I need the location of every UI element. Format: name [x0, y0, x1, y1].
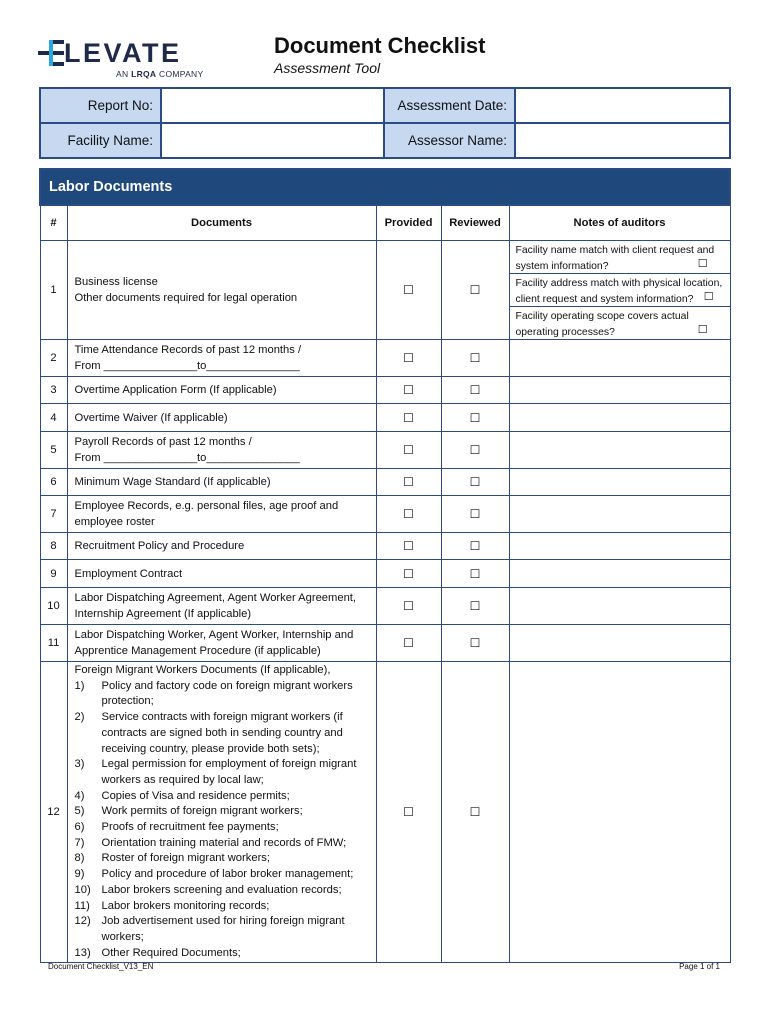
provided-checkbox[interactable]: ☐ [376, 533, 441, 560]
reviewed-checkbox[interactable]: ☐ [441, 625, 509, 662]
page-title: Document Checklist [274, 33, 486, 58]
table-row [40, 496, 730, 533]
document-name: Employment Contract [67, 560, 376, 588]
document-line: Time Attendance Records of past 12 months / [74, 344, 302, 356]
document-line: From _______________to_______________ [74, 452, 300, 464]
document-name: Recruitment Policy and Procedure [67, 533, 376, 560]
provided-checkbox[interactable]: ☐ [376, 496, 441, 533]
list-item-number: 10) [74, 883, 91, 896]
table-row [40, 588, 730, 625]
facility-name-field[interactable] [161, 123, 384, 158]
table-row [40, 241, 730, 340]
logo-wordmark-visible: LEVATE [64, 38, 182, 68]
list-item [75, 710, 369, 757]
provided-checkbox[interactable]: ☐ [376, 340, 441, 377]
row-number: 6 [40, 469, 67, 496]
list-item-number: 13) [74, 946, 91, 959]
list-item-number: 2) [74, 711, 85, 724]
row-number: 5 [40, 432, 67, 469]
document-line: Other documents required for legal operation [74, 292, 298, 304]
list-item-text: Orientation training material and records of FMW; [101, 836, 347, 849]
auditor-notes[interactable] [509, 432, 730, 469]
list-item-number: 11) [74, 899, 90, 912]
reviewed-checkbox[interactable]: ☐ [441, 432, 509, 469]
table-row [40, 662, 730, 963]
assessment-date-field[interactable] [515, 88, 730, 123]
row-number: 8 [40, 533, 67, 560]
list-item-number: 5) [74, 805, 85, 818]
footer-page-number: Page 1 of 1 [679, 962, 720, 971]
auditor-notes[interactable] [509, 625, 730, 662]
note-item: Facility name match with client request and system information? ☐ [510, 241, 730, 274]
table-row [40, 432, 730, 469]
reviewed-checkbox[interactable]: ☐ [441, 340, 509, 377]
table-row [40, 625, 730, 662]
reviewed-checkbox[interactable]: ☐ [441, 377, 509, 404]
reviewed-checkbox[interactable]: ☐ [441, 662, 509, 963]
list-item-text: Service contracts with foreign migrant workers (if contracts are signed both in sending country and receiving country, please provide both sets); [101, 711, 343, 755]
document-intro: Foreign Migrant Workers Documents (If applicable), [74, 664, 331, 676]
list-item-text: Policy and factory code on foreign migrant workers protection; [101, 679, 353, 708]
reviewed-checkbox[interactable]: ☐ [441, 241, 509, 340]
auditor-notes[interactable] [509, 588, 730, 625]
list-item [75, 883, 369, 899]
list-item [75, 946, 369, 962]
facility-name-label: Facility Name: [40, 123, 161, 158]
row-number: 2 [40, 340, 67, 377]
table-row [40, 340, 730, 377]
document-name: Overtime Application Form (If applicable) [67, 377, 376, 404]
section-title: Labor Documents [40, 169, 730, 205]
assessor-name-label: Assessor Name: [384, 123, 515, 158]
list-item [75, 867, 369, 883]
reviewed-checkbox[interactable]: ☐ [441, 496, 509, 533]
assessment-info-table [39, 87, 731, 159]
foreign-migrant-documents-list [75, 679, 369, 962]
list-item [75, 757, 369, 788]
table-row [40, 533, 730, 560]
document-name [67, 432, 376, 469]
list-item-text: Work permits of foreign migrant workers; [101, 805, 303, 818]
list-item-number: 6) [74, 821, 85, 834]
note-checkbox[interactable]: ☐ [697, 258, 708, 270]
reviewed-checkbox[interactable]: ☐ [441, 404, 509, 432]
elevate-logo [38, 38, 218, 82]
column-header-documents: Documents [67, 205, 376, 241]
document-name: Minimum Wage Standard (If applicable) [67, 469, 376, 496]
auditor-notes[interactable] [509, 496, 730, 533]
footer-document-id: Document Checklist_V13_EN [48, 962, 154, 971]
document-name: Labor Dispatching Agreement, Agent Worker Agreement, Internship Agreement (If applicable) [67, 588, 376, 625]
document-name [67, 241, 376, 340]
row-number: 7 [40, 496, 67, 533]
list-item-text: Labor brokers monitoring records; [101, 899, 270, 912]
document-line: Business license [74, 276, 158, 288]
list-item [75, 899, 369, 915]
list-item [75, 851, 369, 867]
auditor-notes[interactable] [509, 404, 730, 432]
provided-checkbox[interactable]: ☐ [376, 560, 441, 588]
column-header-number: # [40, 205, 67, 241]
document-name: Labor Dispatching Worker, Agent Worker, Internship and Apprentice Management Procedure (if applicable) [67, 625, 376, 662]
list-item-text: Policy and procedure of labor broker management; [101, 868, 354, 881]
report-no-field[interactable] [161, 88, 384, 123]
reviewed-checkbox[interactable]: ☐ [441, 469, 509, 496]
provided-checkbox[interactable]: ☐ [376, 625, 441, 662]
list-item-number: 12) [74, 915, 91, 928]
list-item-text: Proofs of recruitment fee payments; [101, 821, 279, 834]
auditor-notes[interactable] [509, 533, 730, 560]
logo-subtitle: AN LRQA COMPANY [116, 69, 204, 79]
auditor-notes[interactable] [509, 469, 730, 496]
reviewed-checkbox[interactable]: ☐ [441, 533, 509, 560]
page-subtitle: Assessment Tool [274, 60, 381, 76]
table-row [40, 469, 730, 496]
list-item [75, 804, 369, 820]
assessment-date-label: Assessment Date: [384, 88, 515, 123]
note-checkbox[interactable]: ☐ [703, 291, 714, 303]
list-item [75, 679, 369, 710]
list-item-number: 1) [74, 679, 85, 692]
provided-checkbox[interactable]: ☐ [376, 588, 441, 625]
row-number: 3 [40, 377, 67, 404]
list-item-text: Copies of Visa and residence permits; [101, 789, 290, 802]
auditor-notes[interactable] [509, 560, 730, 588]
row-number: 4 [40, 404, 67, 432]
document-name [67, 340, 376, 377]
list-item-number: 3) [74, 758, 85, 771]
row-number: 1 [40, 241, 67, 340]
row-number: 11 [40, 625, 67, 662]
list-item-text: Labor brokers screening and evaluation records; [101, 883, 342, 896]
note-item: Facility operating scope covers actual operating processes? ☐ [515, 311, 708, 338]
document-name [67, 662, 376, 963]
list-item-number: 9) [74, 868, 85, 881]
list-item [75, 836, 369, 852]
assessor-name-field[interactable] [515, 123, 730, 158]
report-no-label: Report No: [40, 88, 161, 123]
document-line: Payroll Records of past 12 months / [74, 436, 252, 448]
auditor-notes[interactable] [509, 340, 730, 377]
list-item-text: Job advertisement used for hiring foreign migrant workers; [101, 915, 345, 943]
column-header-provided: Provided [376, 205, 441, 241]
provided-checkbox[interactable]: ☐ [376, 469, 441, 496]
list-item-number: 7) [74, 836, 85, 849]
table-row [40, 560, 730, 588]
list-item-text: Legal permission for employment of foreign migrant workers as required by local law; [101, 758, 357, 786]
list-item [75, 914, 369, 945]
row-number: 12 [40, 662, 67, 963]
row-number: 10 [40, 588, 67, 625]
table-row [40, 404, 730, 432]
document-line: From _______________to_______________ [74, 360, 300, 372]
column-header-notes: Notes of auditors [509, 205, 730, 241]
document-name: Employee Records, e.g. personal files, age proof and employee roster [67, 496, 376, 533]
provided-checkbox[interactable]: ☐ [376, 377, 441, 404]
reviewed-checkbox[interactable]: ☐ [441, 588, 509, 625]
list-item-text: Other Required Documents; [101, 946, 241, 959]
provided-checkbox[interactable]: ☐ [376, 404, 441, 432]
list-item-text: Roster of foreign migrant workers; [101, 852, 270, 865]
provided-checkbox[interactable]: ☐ [376, 241, 441, 340]
table-row [40, 377, 730, 404]
document-name: Overtime Waiver (If applicable) [67, 404, 376, 432]
auditor-notes [509, 241, 730, 340]
provided-checkbox[interactable]: ☐ [376, 432, 441, 469]
labor-documents-table [39, 168, 731, 963]
provided-checkbox[interactable]: ☐ [376, 662, 441, 963]
elevate-logo-mark-icon [38, 40, 64, 66]
list-item [75, 820, 369, 836]
list-item-number: 8) [74, 852, 85, 865]
column-header-reviewed: Reviewed [441, 205, 509, 241]
auditor-notes[interactable] [509, 377, 730, 404]
list-item-number: 4) [74, 789, 85, 802]
list-item [75, 789, 369, 805]
note-checkbox[interactable]: ☐ [697, 324, 708, 336]
reviewed-checkbox[interactable]: ☐ [441, 560, 509, 588]
auditor-notes[interactable] [509, 662, 730, 963]
row-number: 9 [40, 560, 67, 588]
note-item: Facility address match with physical location, client request and system information? ☐ [510, 274, 730, 307]
